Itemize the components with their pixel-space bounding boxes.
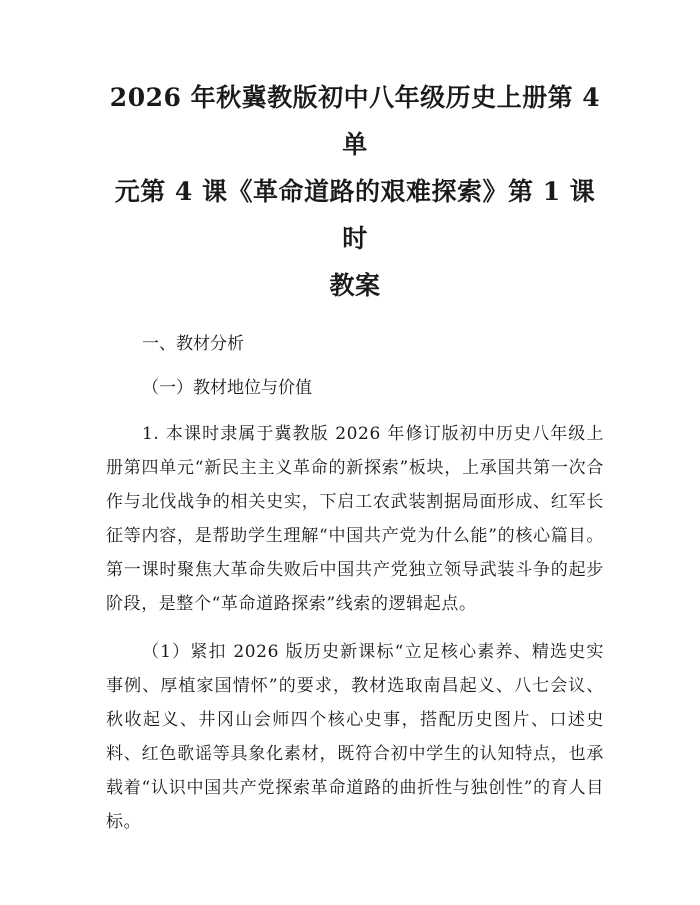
title-line-1: 2026 年秋冀教版初中八年级历史上册第 4 单	[109, 83, 601, 159]
subsection-heading-status-and-value: （一）教材地位与价值	[142, 378, 312, 398]
section-heading-teaching-material-analysis: 一、教材分析	[142, 334, 244, 354]
document-title	[106, 74, 604, 309]
title-line-3: 教案	[329, 271, 381, 300]
body-paragraph-1: 1. 本课时隶属于冀教版 2026 年修订版初中历史八年级上册第四单元“新民主主义革命的新探索”板块，上承国共第一次合作与北伐战争的相关史实，下启工农武装割据局面形成、红军长征等内容，是帮助学生理解“中国共产党为什么能”的核心篇目。第一课时聚焦大革命失败后中国共产党独立领导武装斗争的起步阶段，是整个“革命道路探索”线索的逻辑起点。	[106, 424, 604, 614]
title-line-2: 元第 4 课《革命道路的艰难探索》第 1 课时	[114, 177, 596, 253]
body-paragraph-2: （1）紧扣 2026 版历史新课标“立足核心素养、精选史实事例、厚植家国情怀”的要求，教材选取南昌起义、八七会议、秋收起义、井冈山会师四个核心史事，搭配历史图片、口述史料、红色歌谣等具象化素材，既符合初中学生的认知特点，也承载着“认识中国共产党探索革命道路的曲折性与独创性”的育人目标。	[106, 642, 604, 832]
